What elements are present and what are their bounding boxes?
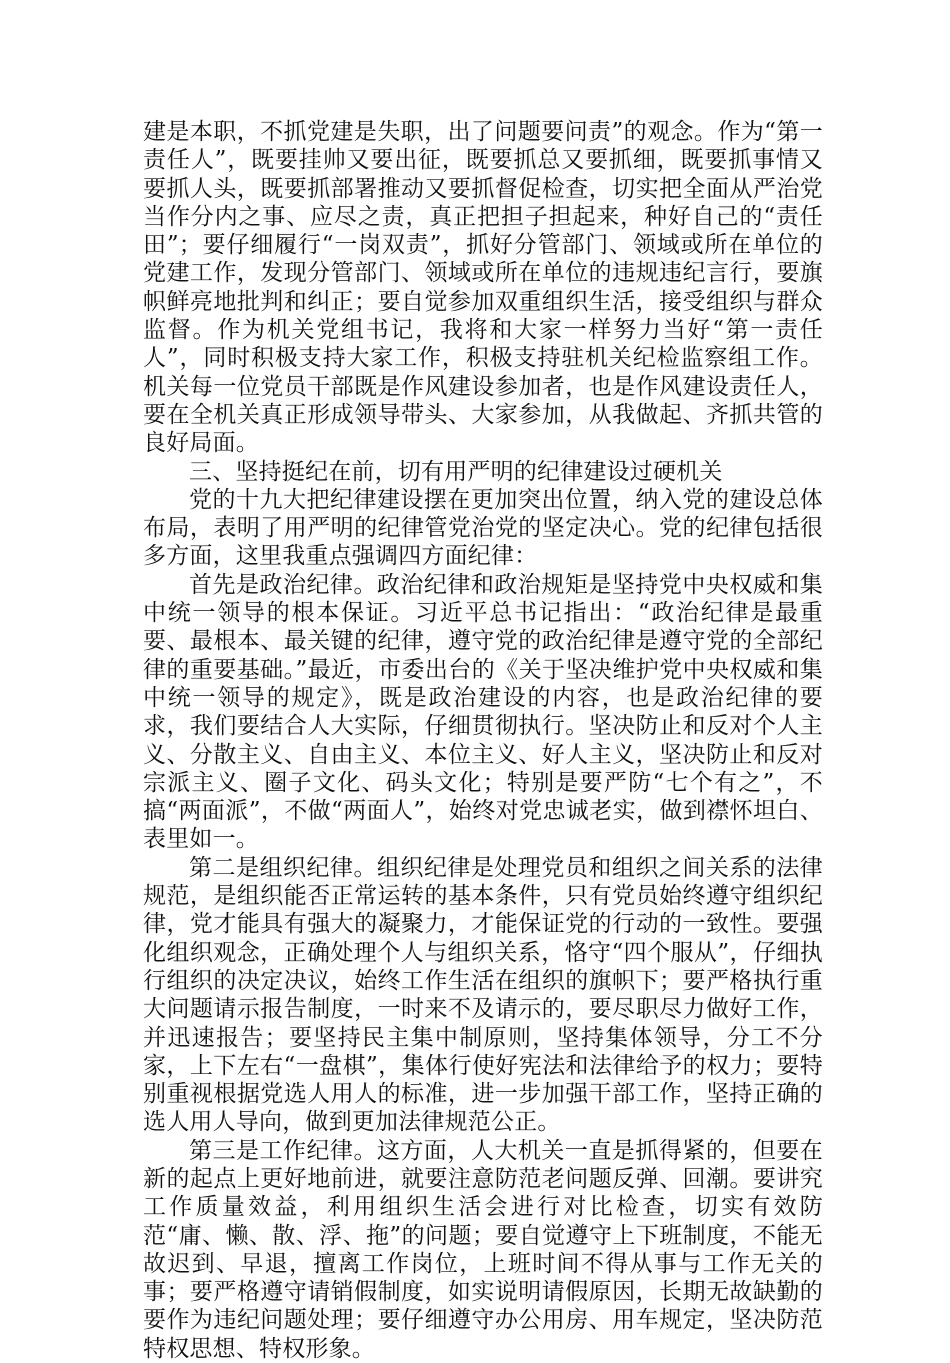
section-heading-discipline: 三、坚持挺纪在前，切有用严明的纪律建设过硬机关 [189,458,723,485]
paragraph-responsibility: 建是本职，不抓党建是失职，出了问题要问责”的观念。作为“第一责任人”，既要挂帅又要出征，既要抓总又要抓细，既要抓事情又要抓人头，既要抓部署推动又要抓督促检查，切实把全面从严治党当作分内之事、应尽之责，真正把担子担起来，种好自己的“责任田”；要仔细履行“一岗双责”，抓好分管部门、领域或所在单位的党建工作，发现分管部门、领域或所在单位的违规违纪言行，要旗帜鲜亮地批判和纠正；要自觉参加双重组织生活，接受组织与群众监督。作为机关党组书记，我将和大家一样努力当好“第一责任人”，同时积极支持大家工作，积极支持驻机关纪检监察组工作。机关每一位党员干部既是作风建设参加者，也是作风建设责任人，要在全机关真正形成领导带头、大家参加，从我做起、齐抓共管的良好局面。 [143,119,823,457]
document-body [143,118,823,1363]
paragraph-work-discipline: 第三是工作纪律。这方面，人大机关一直是抓得紧的，但要在新的起点上更好地前进，就要注意防范老问题反弹、回潮。要讲究工作质量效益，利用组织生活会进行对比检查，切实有效防范“庸、懒、散、浮、拖”的问题；要自觉遵守上下班制度，不能无故迟到、早退，擅离工作岗位，上班时间不得从事与工作无关的事；要严格遵守请销假制度，如实说明请假原因，长期无故缺勤的要作为违纪问题处理；要仔细遵守办公用房、用车规定，坚决防范特权思想、特权形象。 [143,1137,823,1362]
paragraph-discipline-intro: 党的十九大把纪律建设摆在更加突出位置，纳入党的建设总体布局，表明了用严明的纪律管党治党的坚定决心。党的纪律包括很多方面，这里我重点强调四方面纪律： [143,486,823,570]
paragraph-political-discipline: 首先是政治纪律。政治纪律和政治规矩是坚持党中央权威和集中统一领导的根本保证。习近平总书记指出：“政治纪律是最重要、最根本、最关键的纪律，遵守党的政治纪律是遵守党的全部纪律的重要基础。”最近，市委出台的《关于坚决维护党中央权威和集中统一领导的规定》，既是政治建设的内容，也是政治纪律的要求，我们要结合人大实际，仔细贯彻执行。坚决防止和反对个人主义、分散主义、自由主义、本位主义、好人主义，坚决防止和反对宗派主义、圈子文化、码头文化；特别是要严防“七个有之”，不搞“两面派”，不做“两面人”，始终对党忠诚老实，做到襟怀坦白、表里如一。 [143,571,823,853]
paragraph-organizational-discipline: 第二是组织纪律。组织纪律是处理党员和组织之间关系的法律规范，是组织能否正常运转的基本条件，只有党员始终遵守组织纪律，党才能具有强大的凝聚力，才能保证党的行动的一致性。要强化组织观念，正确处理个人与组织关系，恪守“四个服从”，仔细执行组织的决定决议，始终工作生活在组织的旗帜下；要严格执行重大问题请示报告制度，一时来不及请示的，要尽职尽力做好工作，并迅速报告；要坚持民主集中制原则，坚持集体领导，分工不分家，上下左右“一盘棋”，集体行使好宪法和法律给予的权力；要特别重视根据党选人用人的标准，进一步加强干部工作，坚持正确的选人用人导向，做到更加法律规范公正。 [143,854,823,1136]
